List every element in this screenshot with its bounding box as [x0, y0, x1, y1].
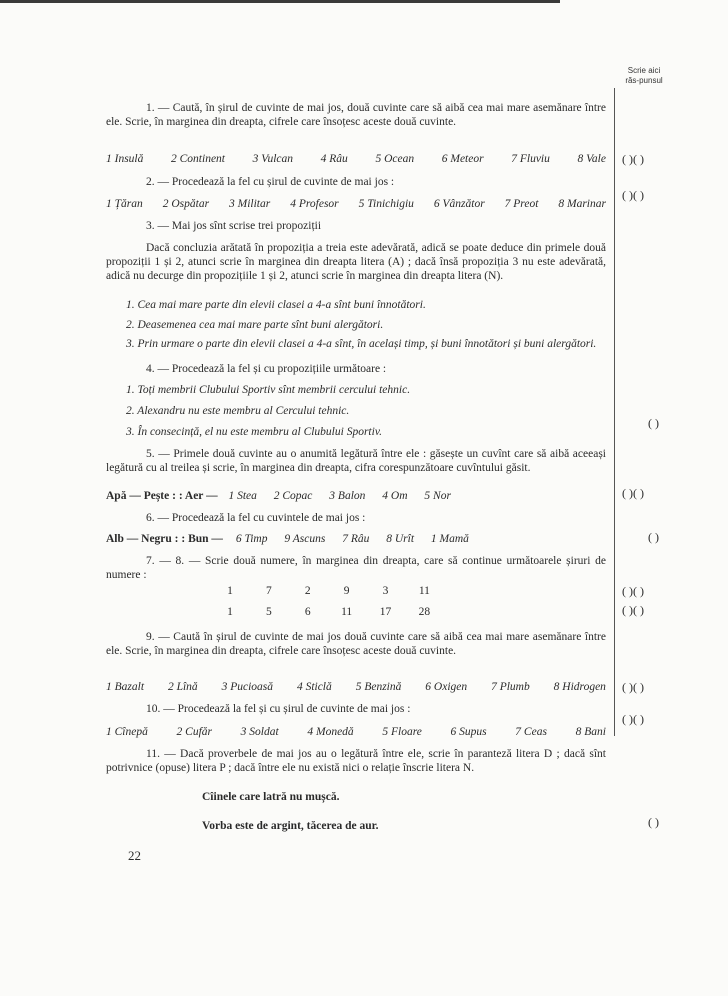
number: 3	[382, 585, 389, 597]
word: 7 Fluviu	[511, 153, 550, 165]
word: 7 Ceas	[515, 726, 547, 738]
word: 8 Urît	[386, 533, 415, 545]
word: 8 Hidrogen	[553, 681, 606, 693]
word: 2 Cufăr	[176, 726, 212, 738]
word: 7 Plumb	[491, 681, 530, 693]
answer-box-10[interactable]: ( )( )	[622, 712, 644, 726]
word: 3 Soldat	[240, 726, 279, 738]
word: 8 Vale	[577, 153, 606, 165]
word: 2 Copac	[273, 490, 313, 502]
number: 7	[266, 585, 272, 597]
question-3-proposition-2: 2. Deasemenea cea mai mare parte sînt buni alergători.	[126, 319, 384, 331]
answer-box-11[interactable]: ( )	[648, 815, 659, 829]
answer-box-9[interactable]: ( )( )	[622, 680, 644, 694]
answer-column-rule	[614, 88, 615, 736]
question-10-words	[106, 725, 606, 739]
word: 7 Râu	[342, 533, 370, 545]
number: 28	[418, 606, 431, 618]
question-4-proposition-2: 2. Alexandru nu este membru al Cercului tehnic.	[126, 405, 350, 417]
word: 1 Stea	[228, 490, 257, 502]
answer-box-1[interactable]: ( )( )	[622, 152, 644, 166]
word: 6 Oxigen	[425, 681, 468, 693]
question-4-proposition-3: 3. În consecință, el nu este membru al Clubului Sportiv.	[126, 426, 382, 438]
question-3-text: 3. — Mai jos sînt scrise trei propoziții	[146, 220, 322, 232]
word: 3 Pucioasă	[221, 681, 274, 693]
word: 2 Continent	[171, 153, 226, 165]
number: 9	[343, 585, 350, 597]
word: 6 Vânzător	[433, 198, 485, 210]
word: 5 Benzină	[355, 681, 402, 693]
answer-box-8[interactable]: ( )( )	[622, 603, 644, 617]
word: 7 Preot	[504, 198, 539, 210]
proverb-2: Vorba este de argint, tăcerea de aur.	[202, 820, 379, 832]
word: 1 Mamă	[430, 533, 469, 545]
number: 11	[418, 585, 430, 597]
word: 3 Balon	[329, 490, 366, 502]
answer-box-6[interactable]: ( )	[648, 530, 659, 544]
question-6-words	[106, 532, 606, 546]
word: 1 Insulă	[106, 153, 144, 165]
question-2-words	[106, 197, 606, 211]
number: 2	[304, 585, 311, 597]
word: 5 Tinichigiu	[358, 198, 414, 210]
word: 4 Monedă	[307, 726, 354, 738]
word: 5 Ocean	[375, 153, 415, 165]
question-7-text: 7. — 8. — Scrie două numere, în marginea din dreapta, care să continue următoarele șiruri de numere :	[106, 555, 606, 581]
word: 5 Nor	[424, 490, 451, 502]
answer-box-7[interactable]: ( )( )	[622, 584, 644, 598]
question-5-text: 5. — Primele două cuvinte au o anumită legătură între ele : găsește un cuvînt care să aibă aceeași legătură cu al treilea și scrie, în marginea din dreapta, cifra corespunzătoare cuvîntului găsit.	[106, 448, 606, 474]
number: 6	[304, 606, 311, 618]
question-11-text: 11. — Dacă proverbele de mai jos au o legătură între ele, scrie în paranteză litera D ; dacă sînt potrivnice (opuse) litera P ; dacă între ele nu există nici o relație înscrie litera N.	[106, 748, 606, 774]
number-series-2	[212, 605, 512, 619]
question-3-explanation: Dacă concluzia arătată în propoziția a treia este adevărată, adică se poate deduce din primele două propoziții 1 și 2, atunci scrie în marginea din dreapta litera (A) ; dacă însă propoziția 3 nu este adevărată, adică nu decurge din propozițiile 1 și 2, atunci scrie în marginea din dreapta litera (N).	[106, 242, 606, 282]
word: 2 Lînă	[167, 681, 198, 693]
word: 8 Marinar	[558, 198, 606, 210]
question-1-text: 1. — Caută, în șirul de cuvinte de mai jos, două cuvinte care să aibă cea mai mare asemănare între ele. Scrie, în marginea din dreapta, cifrele care însoțesc aceste două cuvinte.	[106, 102, 606, 128]
number: 17	[379, 606, 392, 618]
answer-column-header: Scrie aici răs-punsul	[625, 66, 663, 85]
word: 1 Cînepă	[106, 726, 148, 738]
word: 1 Bazalt	[106, 681, 145, 693]
word: 8 Bani	[575, 726, 606, 738]
number-series-1	[212, 584, 512, 598]
word: 6 Supus	[450, 726, 487, 738]
word: 2 Ospătar	[162, 198, 210, 210]
number: 11	[341, 606, 353, 618]
question-2-text: 2. — Procedează la fel cu șirul de cuvinte de mai jos :	[146, 176, 395, 188]
answer-box-4[interactable]: ( )	[648, 416, 659, 430]
question-1-words	[106, 152, 606, 166]
answer-box-2[interactable]: ( )( )	[622, 188, 644, 202]
word: 1 Țăran	[106, 198, 143, 210]
question-3-proposition-3: 3. Prin urmare o parte din elevii clasei a 4-a sînt, în același timp, și buni înnotători și buni alergători.	[126, 338, 597, 350]
word: 6 Timp	[235, 533, 268, 545]
answer-box-5[interactable]: ( )( )	[622, 486, 644, 500]
question-3-proposition-1: 1. Cea mai mare parte din elevii clasei a 4-a sînt buni înnotători.	[126, 299, 426, 311]
question-4-proposition-1: 1. Toți membrii Clubului Sportiv sînt membrii cercului tehnic.	[126, 384, 411, 396]
word: 4 Profesor	[290, 198, 339, 210]
question-9-words	[106, 680, 606, 694]
question-5-words	[106, 489, 606, 503]
proverb-1: Cîinele care latră nu mușcă.	[202, 791, 340, 803]
number: 5	[266, 606, 272, 618]
word: 3 Militar	[229, 198, 271, 210]
word: 4 Sticlă	[296, 681, 332, 693]
word: 4 Râu	[320, 153, 348, 165]
question-4-text: 4. — Procedează la fel și cu propozițiile următoare :	[146, 363, 387, 375]
word: 9 Ascuns	[284, 533, 326, 545]
page-number: 22	[128, 848, 141, 863]
word: 4 Om	[382, 490, 408, 502]
number: 1	[227, 585, 233, 597]
word: 5 Floare	[382, 726, 422, 738]
question-6-text: 6. — Procedează la fel cu cuvintele de mai jos :	[146, 512, 366, 524]
analogy-lead: Alb — Negru : : Bun —	[106, 533, 223, 545]
question-9-text: 9. — Caută în șirul de cuvinte de mai jos două cuvinte care să aibă cea mai mare asemănare între ele. Scrie, în marginea din dreapta, cifrele care însoțesc aceste două cuvinte.	[106, 631, 606, 657]
question-10-text: 10. — Procedează la fel și cu șirul de cuvinte de mai jos :	[146, 703, 411, 715]
word: 3 Vulcan	[252, 153, 294, 165]
top-rule	[0, 0, 560, 3]
number: 1	[227, 606, 233, 618]
word: 6 Meteor	[441, 153, 484, 165]
analogy-lead: Apă — Pește : : Aer —	[106, 490, 218, 502]
